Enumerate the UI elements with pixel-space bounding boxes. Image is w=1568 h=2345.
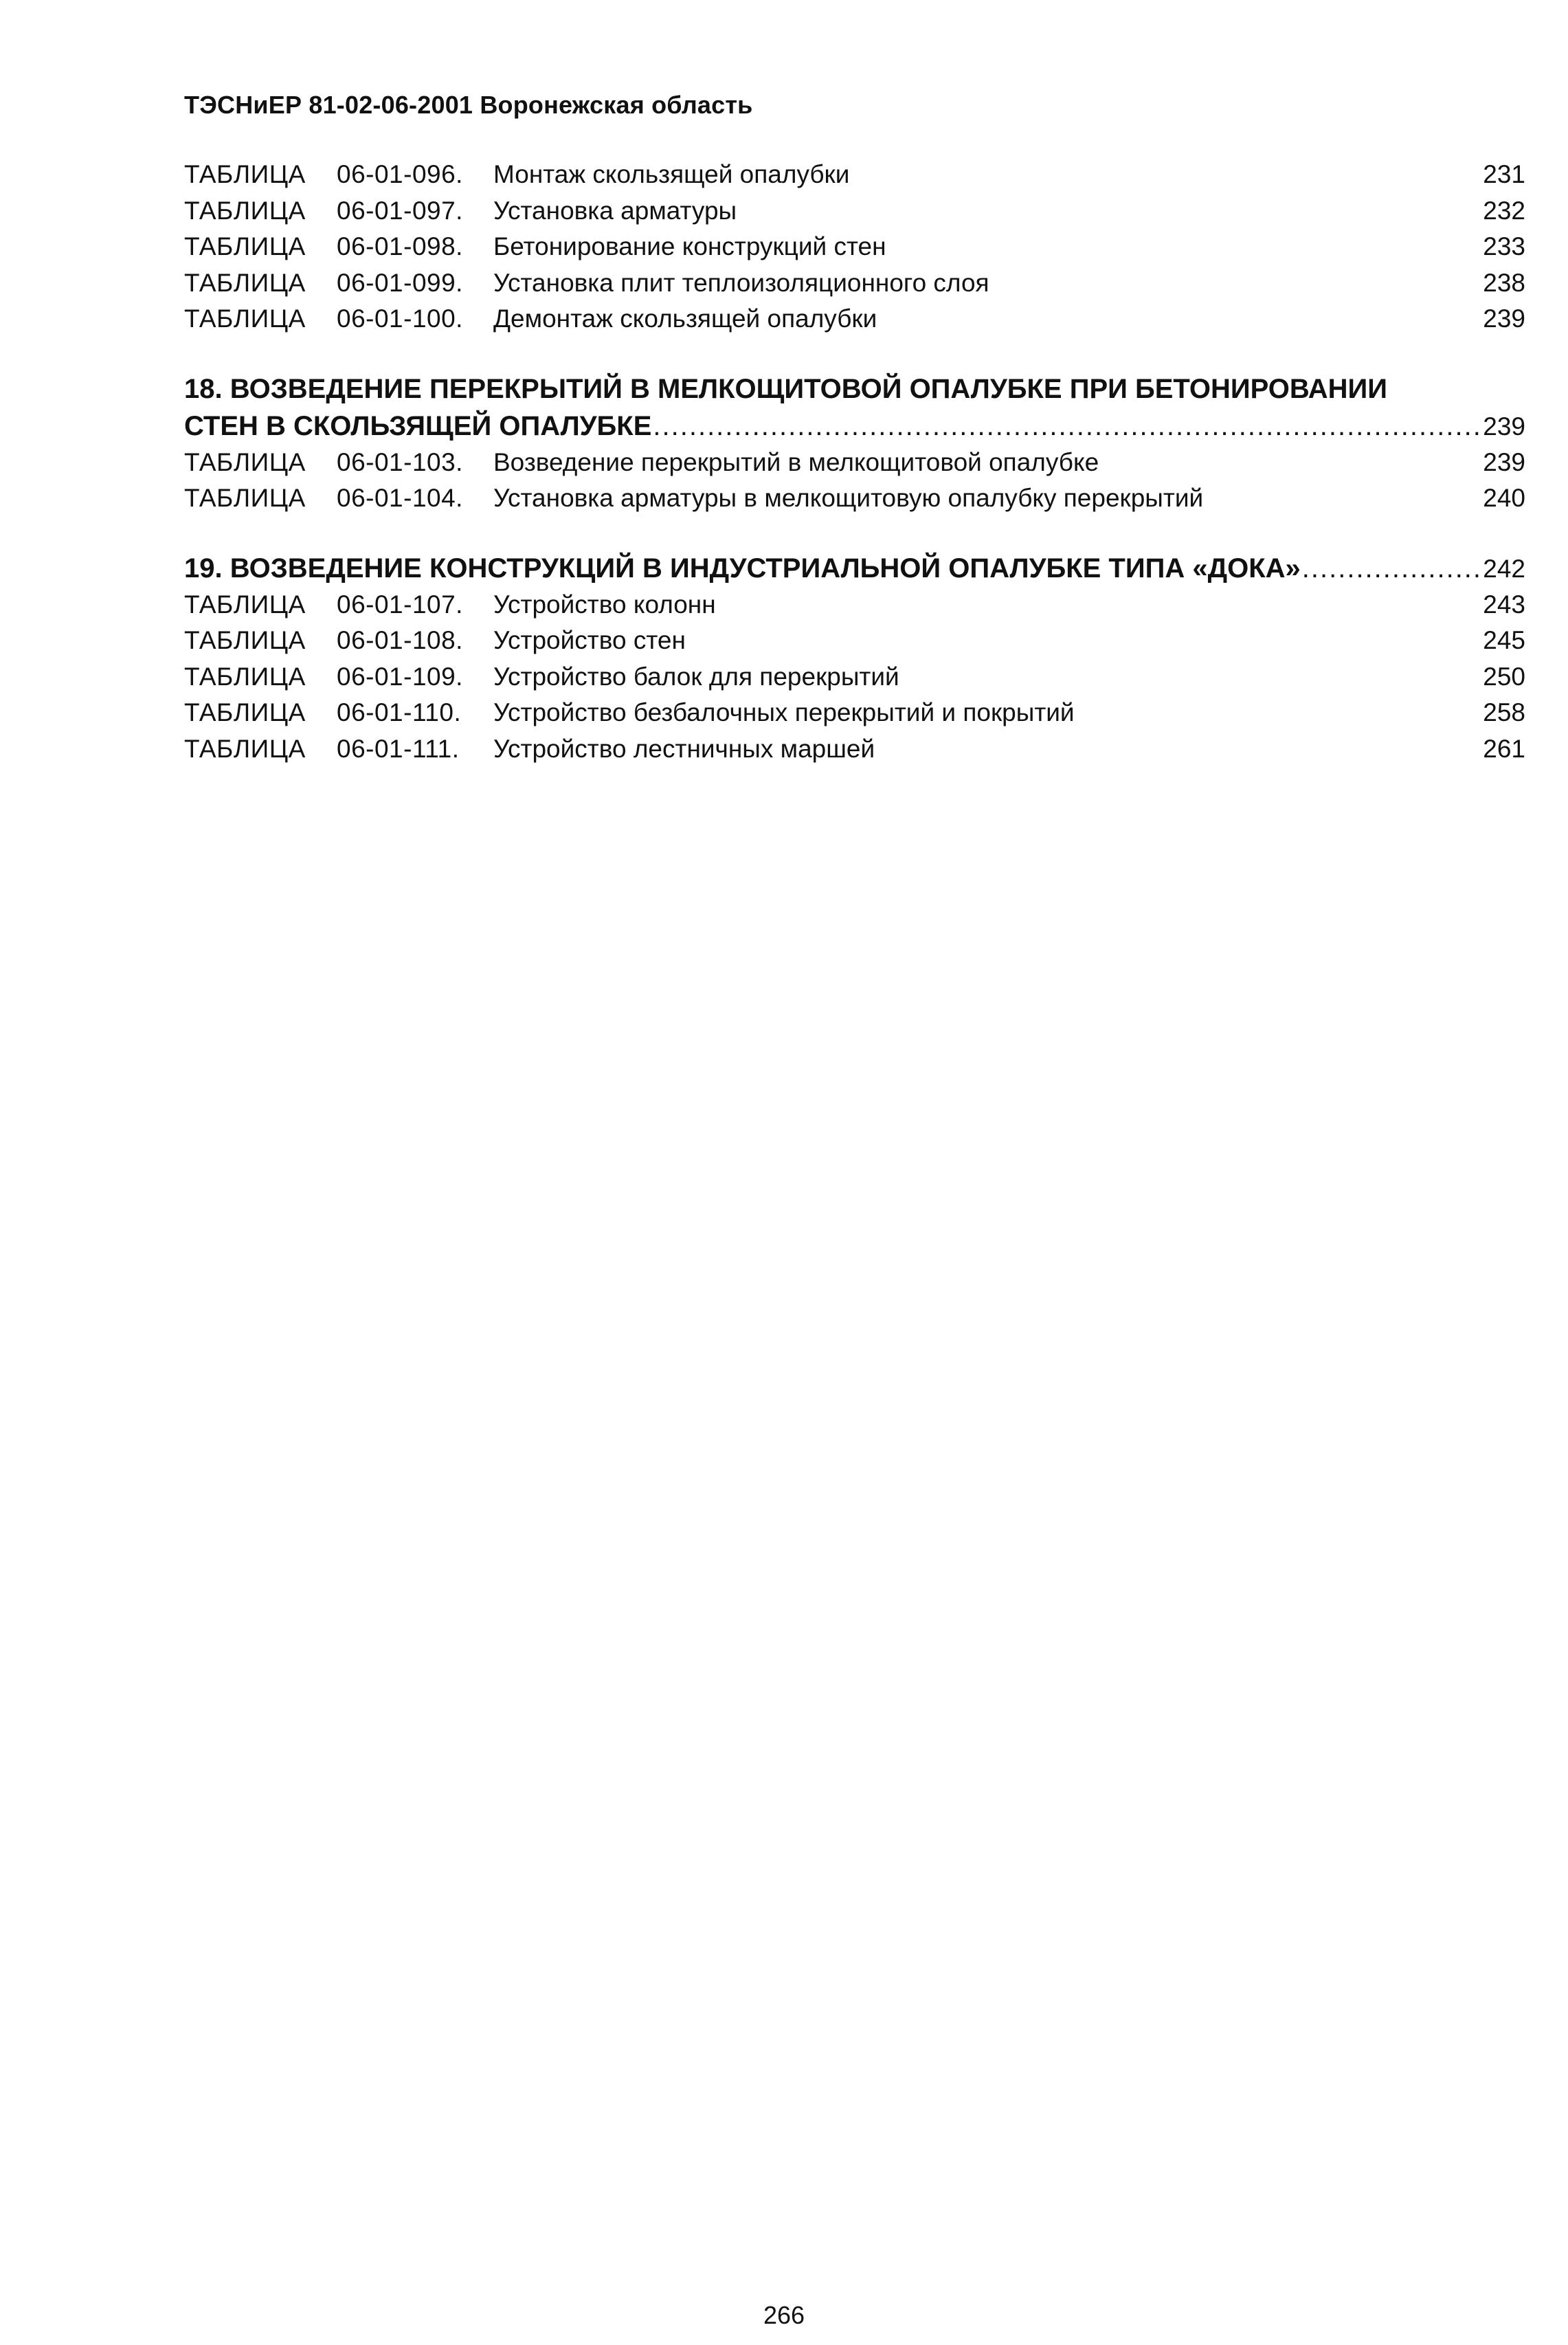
toc-entry-page: 233: [1483, 232, 1525, 260]
toc-entry[interactable]: [184, 157, 1525, 193]
toc-entry-code: 06-01-099.: [337, 268, 463, 297]
toc-entry-title: Устройство стен: [493, 626, 686, 654]
toc-entry-code: 06-01-107.: [337, 590, 463, 619]
toc-entry-prefix: ТАБЛИЦА: [184, 698, 306, 726]
toc-entry[interactable]: [184, 265, 1525, 302]
toc-entry[interactable]: [184, 480, 1525, 517]
toc-entry-code: 06-01-097.: [337, 196, 463, 225]
toc-entry-prefix: ТАБЛИЦА: [184, 160, 306, 188]
toc-entry-title: Устройство колонн: [493, 590, 716, 619]
toc-entry-prefix: ТАБЛИЦА: [184, 734, 306, 763]
toc-entry-title: Установка плит теплоизоляционного слоя: [493, 268, 989, 297]
toc-entry-code: 06-01-096.: [337, 160, 463, 188]
section-heading-leader: [184, 408, 1525, 445]
toc-entry-code: 06-01-104.: [337, 484, 463, 512]
toc-entry-page: 261: [1483, 734, 1525, 763]
toc-entry-prefix: ТАБЛИЦА: [184, 268, 306, 297]
toc-entry-title: Демонтаж скользящей опалубки: [493, 304, 877, 333]
toc-entry[interactable]: [184, 301, 1525, 337]
document-header: ТЭСНиЕР 81-02-06-2001 Воронежская область: [184, 91, 753, 119]
toc-entry-code: 06-01-100.: [337, 304, 463, 333]
toc-entry-code: 06-01-111.: [337, 734, 460, 763]
toc-entry[interactable]: [184, 229, 1525, 265]
toc-entry-page: 231: [1483, 160, 1525, 188]
page-number: 266: [763, 2301, 805, 2329]
toc-entry[interactable]: [184, 445, 1525, 481]
toc-entry-page: 245: [1483, 626, 1525, 654]
section-heading[interactable]: [184, 370, 1525, 445]
toc-entry-page: 238: [1483, 268, 1525, 297]
toc-entry-prefix: ТАБЛИЦА: [184, 304, 306, 333]
toc-entry[interactable]: [184, 731, 1525, 768]
toc-entry-title: Бетонирование конструкций стен: [493, 232, 886, 260]
toc-entry-code: 06-01-098.: [337, 232, 463, 260]
toc-entry-page: 239: [1483, 447, 1525, 476]
toc-entry-prefix: ТАБЛИЦА: [184, 626, 306, 654]
toc-entry[interactable]: [184, 623, 1525, 659]
toc-entry-code: 06-01-109.: [337, 662, 463, 691]
dot-leader: [1302, 550, 1479, 587]
toc-entry[interactable]: [184, 587, 1525, 623]
toc-section-19: [184, 550, 1525, 768]
toc-entry-page: 258: [1483, 698, 1525, 726]
section-heading-line1: 19. ВОЗВЕДЕНИЕ КОНСТРУКЦИЙ В ИНДУСТРИАЛЬНОЙ ОПАЛУБКЕ ТИПА «ДОКА»: [184, 553, 1301, 584]
toc-entry-title: Установка арматуры: [493, 196, 737, 225]
toc-entry-page: 250: [1483, 662, 1525, 691]
toc-group-1: [184, 157, 1525, 337]
toc-entry-code: 06-01-108.: [337, 626, 463, 654]
toc-entry-code: 06-01-103.: [337, 447, 463, 476]
toc-entry-title: Монтаж скользящей опалубки: [493, 160, 850, 188]
toc-entry-prefix: ТАБЛИЦА: [184, 484, 306, 512]
toc-entry-page: 239: [1483, 304, 1525, 333]
toc-entry-page: 243: [1483, 590, 1525, 619]
toc-entry-page: 232: [1483, 196, 1525, 225]
section-page: 239: [1483, 412, 1525, 441]
section-page: 242: [1483, 554, 1525, 583]
table-of-contents: [184, 157, 1525, 767]
toc-entry-title: Устройство балок для перекрытий: [493, 662, 899, 691]
toc-entry-prefix: ТАБЛИЦА: [184, 196, 306, 225]
toc-entry-title: Устройство безбалочных перекрытий и покрытий: [493, 698, 1075, 726]
toc-entry-prefix: ТАБЛИЦА: [184, 590, 306, 619]
dot-leader: [653, 408, 1479, 445]
toc-entry[interactable]: [184, 659, 1525, 696]
toc-entry-prefix: ТАБЛИЦА: [184, 447, 306, 476]
toc-entry-title: Установка арматуры в мелкощитовую опалубку перекрытий: [493, 484, 1204, 512]
toc-entry[interactable]: [184, 193, 1525, 230]
toc-entry-page: 240: [1483, 484, 1525, 512]
toc-entry-prefix: ТАБЛИЦА: [184, 232, 306, 260]
toc-entry-code: 06-01-110.: [337, 698, 462, 726]
toc-entry-title: Возведение перекрытий в мелкощитовой опалубке: [493, 447, 1099, 476]
section-heading-leader: [184, 550, 1525, 587]
toc-section-18: [184, 370, 1525, 517]
toc-entry-title: Устройство лестничных маршей: [493, 734, 875, 763]
section-heading-line1: 18. ВОЗВЕДЕНИЕ ПЕРЕКРЫТИЙ В МЕЛКОЩИТОВОЙ ОПАЛУБКЕ ПРИ БЕТОНИРОВАНИИ: [184, 373, 1388, 404]
section-heading-line2: СТЕН В СКОЛЬЗЯЩЕЙ ОПАЛУБКЕ: [184, 410, 652, 441]
toc-entry[interactable]: [184, 695, 1525, 731]
toc-entry-prefix: ТАБЛИЦА: [184, 662, 306, 691]
section-heading[interactable]: [184, 550, 1525, 587]
